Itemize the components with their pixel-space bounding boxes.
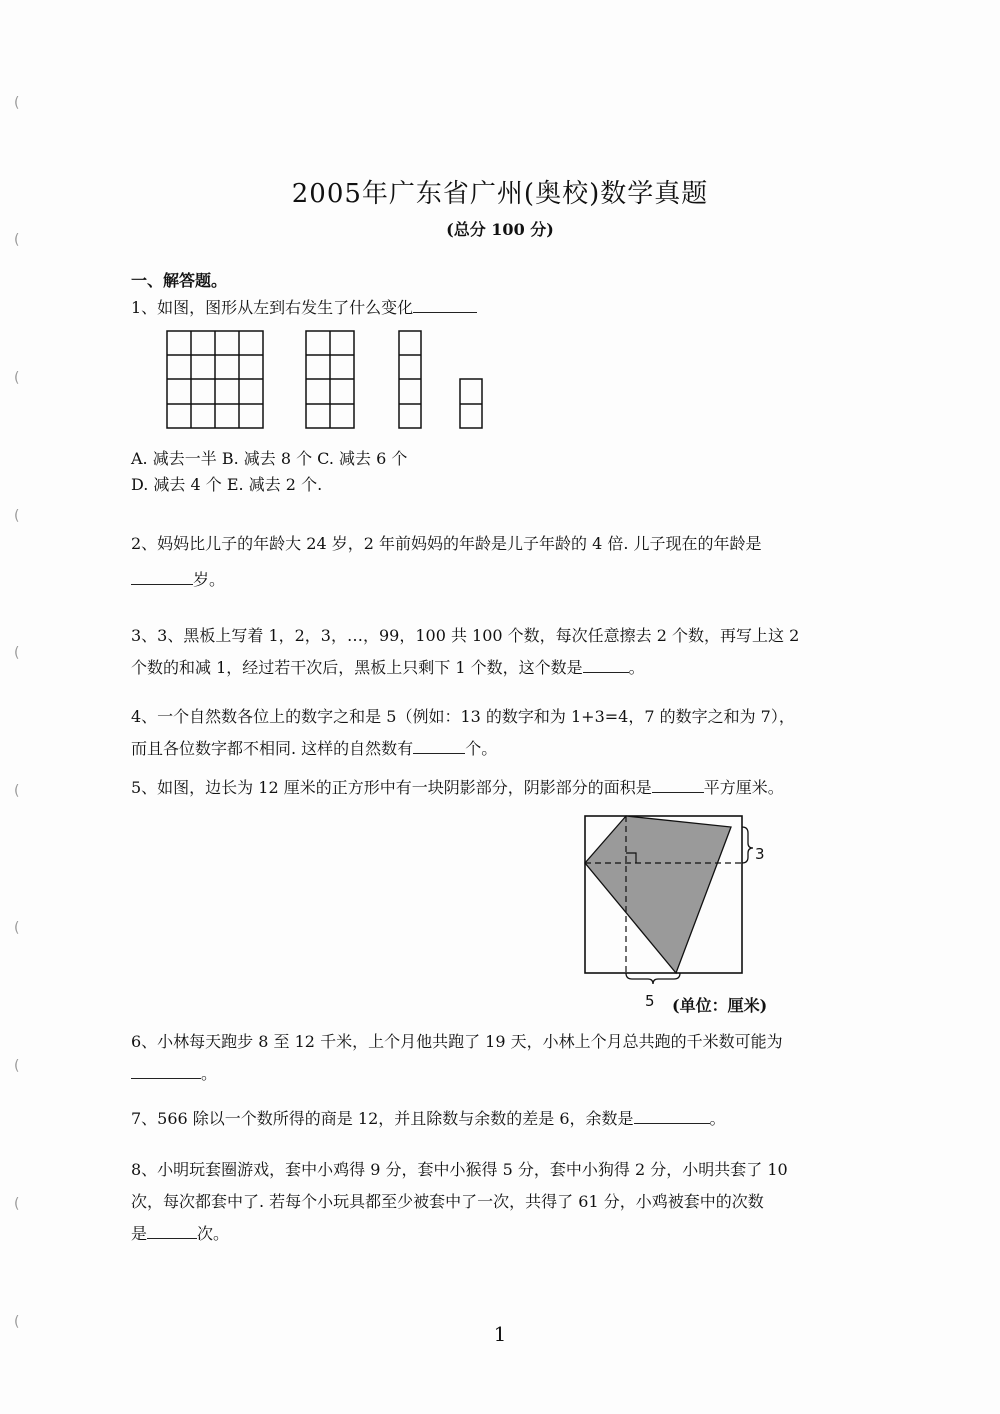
- binder-hole: (: [14, 920, 20, 936]
- binder-hole: (: [14, 95, 20, 111]
- binder-hole: (: [14, 370, 20, 386]
- question-4-line-1: 4、一个自然数各位上的数字之和是 5（例如：13 的数字和为 1+3=4，7 的数字之和为 7），: [131, 707, 795, 726]
- binder-hole: (: [14, 232, 20, 248]
- answer-blank[interactable]: [634, 1105, 710, 1124]
- question-4-line-2: 而且各位数字都不相同. 这样的自然数有: [131, 739, 414, 758]
- question-7: [131, 1103, 871, 1135]
- question-2: [131, 528, 871, 596]
- section-heading: 一、解答题。: [131, 271, 228, 290]
- question-2-suffix: 岁。: [193, 570, 226, 589]
- grid-1x2: [460, 379, 482, 428]
- question-7-suffix: 。: [709, 1109, 726, 1128]
- q1-grid-figure: [160, 325, 500, 435]
- answer-blank[interactable]: [131, 1060, 201, 1079]
- question-6: [131, 1026, 871, 1090]
- binder-hole: (: [14, 783, 20, 799]
- grid-1x4: [399, 331, 421, 428]
- answer-blank[interactable]: [652, 774, 704, 793]
- q1-choices-row-2: D. 减去 4 个 E. 减去 2 个.: [131, 475, 323, 494]
- binder-hole: (: [14, 1058, 20, 1074]
- question-3-suffix: 。: [628, 658, 645, 677]
- label-3: 3: [755, 845, 765, 863]
- shaded-region: [585, 816, 731, 973]
- page-number: 1: [493, 1322, 507, 1346]
- brace-5: [626, 973, 680, 984]
- q5-unit-note: (单位：厘米): [672, 996, 768, 1015]
- question-5-suffix: 平方厘米。: [703, 778, 784, 797]
- question-8: [131, 1154, 871, 1250]
- question-7-text: 7、566 除以一个数所得的商是 12，并且除数与余数的差是 6，余数是: [131, 1109, 634, 1128]
- grid-2x4: [306, 331, 354, 428]
- brace-3: [742, 827, 753, 863]
- question-6-line-1: 6、小林每天跑步 8 至 12 千米，上个月他共跑了 19 天，小林上个月总共跑的千米数可能为: [131, 1032, 783, 1051]
- page-subtitle: (总分 100 分): [446, 220, 554, 239]
- question-1: [131, 292, 871, 324]
- binder-hole: (: [14, 508, 20, 524]
- question-3-line-2: 个数的和减 1，经过若干次后，黑板上只剩下 1 个数，这个数是: [131, 658, 583, 677]
- question-4: [131, 701, 871, 765]
- grid-4x4: [167, 331, 263, 428]
- question-1-text: 1、如图，图形从左到右发生了什么变化: [131, 298, 414, 317]
- question-5: [131, 772, 871, 804]
- answer-blank[interactable]: [147, 1220, 197, 1239]
- binder-hole: (: [14, 1196, 20, 1212]
- answer-blank[interactable]: [413, 735, 465, 754]
- question-8-line-3-prefix: 是: [131, 1224, 148, 1243]
- binder-hole: (: [14, 1314, 20, 1330]
- question-8-suffix: 次。: [197, 1224, 230, 1243]
- question-2-line-1: 2、妈妈比儿子的年龄大 24 岁，2 年前妈妈的年龄是儿子年龄的 4 倍. 儿子现在的年龄是: [131, 534, 762, 553]
- question-3-line-1: 3、3、黑板上写着 1，2，3，…，99，100 共 100 个数，每次任意擦去 2 个数，再写上这 2: [131, 626, 800, 645]
- q1-choices-row-1: A. 减去一半 B. 减去 8 个 C. 减去 6 个: [131, 449, 408, 468]
- question-4-suffix: 个。: [465, 739, 498, 758]
- q5-square-figure: [570, 808, 810, 1020]
- question-6-suffix: 。: [201, 1064, 218, 1083]
- answer-blank[interactable]: [131, 566, 193, 585]
- binder-hole: (: [14, 645, 20, 661]
- page-title: 2005年广东省广州(奥校)数学真题: [291, 179, 709, 209]
- label-5: 5: [645, 992, 655, 1010]
- question-5-text: 5、如图，边长为 12 厘米的正方形中有一块阴影部分，阴影部分的面积是: [131, 778, 652, 797]
- answer-blank[interactable]: [583, 654, 629, 673]
- question-3: [131, 620, 871, 684]
- answer-blank[interactable]: [413, 294, 477, 313]
- question-8-line-2: 次，每次都套中了. 若每个小玩具都至少被套中了一次，共得了 61 分，小鸡被套中的次数: [131, 1192, 764, 1211]
- question-8-line-1: 8、小明玩套圈游戏，套中小鸡得 9 分，套中小猴得 5 分，套中小狗得 2 分，小明共套了 10: [131, 1160, 788, 1179]
